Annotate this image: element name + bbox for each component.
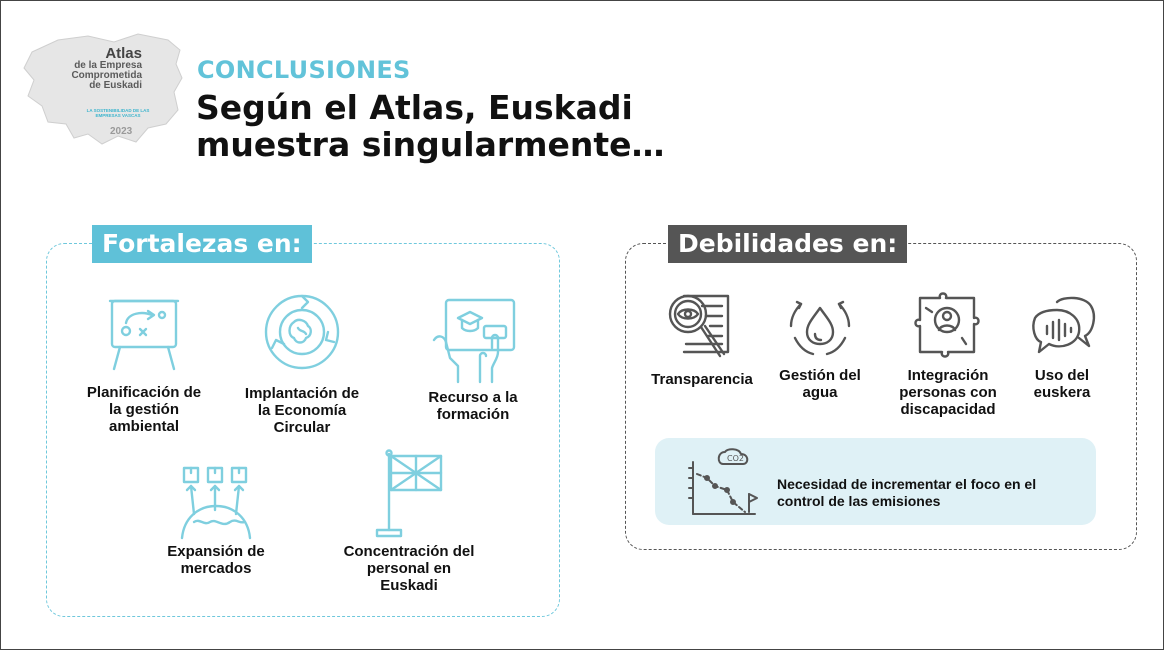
strength-item-training bbox=[410, 296, 536, 424]
section-kicker: CONCLUSIONES bbox=[197, 56, 411, 84]
strength-label-planning: Planificación de la gestión ambiental bbox=[86, 384, 202, 435]
weakness-label-transparency: Transparencia bbox=[651, 371, 753, 388]
water-drop-icon bbox=[787, 292, 853, 358]
logo-line-4: de Euskadi bbox=[89, 80, 142, 91]
svg-text:CO2: CO2 bbox=[727, 454, 744, 463]
logo-subtitle: LA SOSTENIBILIDAD DE LAS EMPRESAS VASCAS bbox=[86, 108, 150, 119]
logo-line-1: Atlas bbox=[105, 45, 142, 62]
market-expansion-icon bbox=[178, 462, 254, 540]
magnifier-document-icon bbox=[664, 290, 740, 364]
logo-line-2: de la Empresa bbox=[74, 60, 142, 71]
emissions-callout-text: Necesidad de incrementar el foco en el control de las emisiones bbox=[777, 476, 1037, 509]
speech-bubbles-icon bbox=[1027, 292, 1097, 356]
strategy-board-icon bbox=[106, 293, 182, 373]
strength-item-planning bbox=[84, 293, 204, 435]
strength-item-circular-economy bbox=[238, 292, 366, 436]
strength-label-circular-economy: Implantación de la Economía Circular bbox=[244, 385, 360, 436]
weakness-item-disability bbox=[884, 290, 1012, 418]
weakness-label-euskera: Uso del euskera bbox=[1033, 367, 1091, 401]
strength-label-training: Recurso a la formación bbox=[428, 389, 518, 423]
weaknesses-tag: Debilidades en: bbox=[668, 225, 907, 263]
strength-label-personnel: Concentración del personal en Euskadi bbox=[343, 543, 475, 594]
strength-item-personnel bbox=[340, 448, 478, 594]
weakness-label-disability: Integración personas con discapacidad bbox=[899, 367, 997, 418]
logo-wordmark bbox=[71, 46, 142, 91]
circular-economy-icon bbox=[262, 292, 342, 372]
strength-item-markets bbox=[156, 462, 276, 578]
strength-label-markets: Expansión de mercados bbox=[167, 543, 265, 577]
weakness-item-euskera bbox=[1020, 292, 1104, 402]
logo-line-3: Comprometida bbox=[71, 70, 142, 81]
flag-icon bbox=[369, 448, 449, 540]
weakness-item-transparency bbox=[640, 290, 764, 389]
page-title: Según el Atlas, Euskadi muestra singularmente… bbox=[196, 88, 665, 164]
weakness-item-water bbox=[772, 292, 868, 402]
strengths-tag: Fortalezas en: bbox=[92, 225, 312, 263]
co2-decline-chart-icon bbox=[687, 448, 759, 516]
atlas-logo bbox=[18, 30, 188, 150]
emissions-callout bbox=[655, 438, 1096, 525]
logo-year: 2023 bbox=[110, 126, 133, 137]
weakness-label-water: Gestión del agua bbox=[779, 367, 861, 401]
puzzle-person-icon bbox=[912, 290, 984, 362]
online-training-icon bbox=[428, 296, 518, 384]
